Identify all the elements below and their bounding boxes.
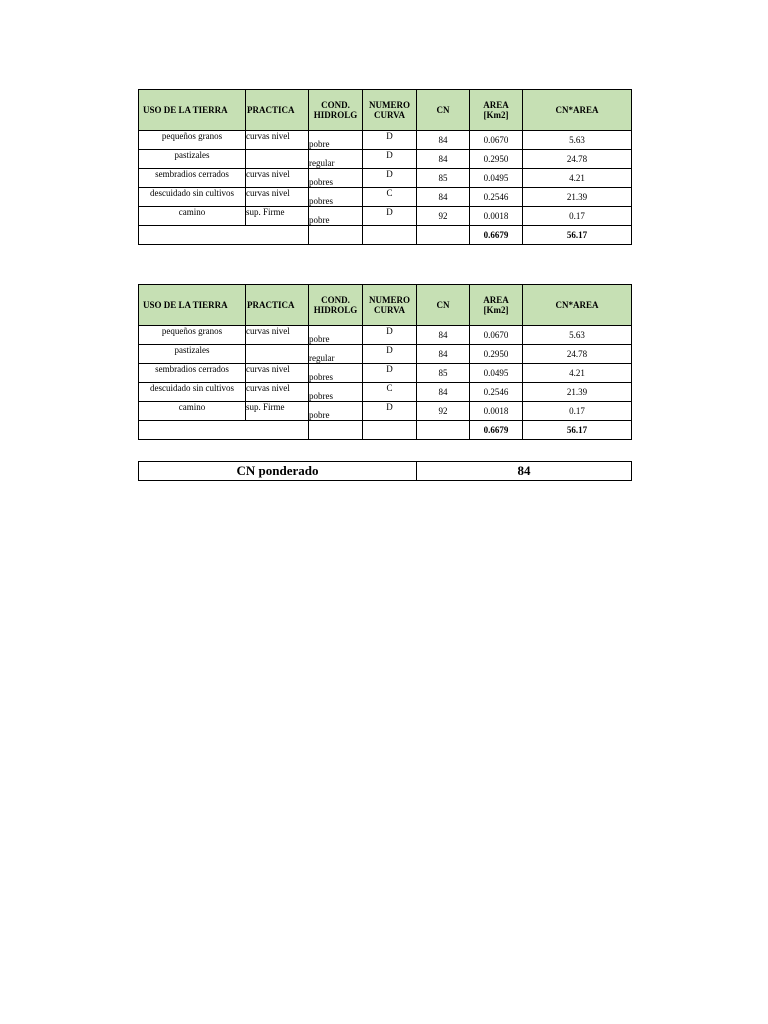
cell-cond: pobres xyxy=(309,169,363,188)
header-area: AREA [Km2] xyxy=(470,285,523,326)
cell-practica xyxy=(246,150,309,169)
cell-cn-area: 24.78 xyxy=(523,345,632,364)
cell-practica: curvas nivel xyxy=(246,383,309,402)
cell-uso: sembradios cerrados xyxy=(139,364,246,383)
header-cn: CN xyxy=(417,90,470,131)
cell-numero: D xyxy=(363,131,417,150)
cell-cn: 85 xyxy=(417,364,470,383)
header-numero: NUMERO CURVA xyxy=(363,285,417,326)
cell-cn-area: 21.39 xyxy=(523,188,632,207)
table-row xyxy=(139,131,632,150)
header-numero: NUMERO CURVA xyxy=(363,90,417,131)
summary-row xyxy=(139,462,632,481)
cell-practica: curvas nivel xyxy=(246,131,309,150)
total-cn-area: 56.17 xyxy=(523,421,632,440)
table-row xyxy=(139,402,632,421)
table-row xyxy=(139,364,632,383)
cell-practica xyxy=(246,345,309,364)
header-row xyxy=(139,285,632,326)
cell-practica: curvas nivel xyxy=(246,364,309,383)
cell-cn: 85 xyxy=(417,169,470,188)
cell-cn: 92 xyxy=(417,207,470,226)
cell-uso: descuidado sin cultivos xyxy=(139,188,246,207)
total-empty-cell xyxy=(309,421,363,440)
table-row xyxy=(139,207,632,226)
cell-practica: sup. Firme xyxy=(246,402,309,421)
cell-cn-area: 4.21 xyxy=(523,364,632,383)
cell-cn: 84 xyxy=(417,150,470,169)
header-cn: CN xyxy=(417,285,470,326)
cell-uso: descuidado sin cultivos xyxy=(139,383,246,402)
cn-table-2 xyxy=(138,284,632,440)
header-cond: COND. HIDROLG xyxy=(309,285,363,326)
cell-area: 0.0018 xyxy=(470,402,523,421)
cell-cond: pobres xyxy=(309,383,363,402)
total-area: 0.6679 xyxy=(470,226,523,245)
total-empty-cell xyxy=(363,421,417,440)
table-row xyxy=(139,326,632,345)
cell-numero: D xyxy=(363,326,417,345)
cell-cn-area: 5.63 xyxy=(523,326,632,345)
cell-cn-area: 0.17 xyxy=(523,207,632,226)
cell-numero: D xyxy=(363,169,417,188)
summary-label: CN ponderado xyxy=(139,462,417,481)
cn-ponderado-table xyxy=(138,461,632,481)
total-empty-cell xyxy=(417,226,470,245)
cell-cond: pobres xyxy=(309,364,363,383)
header-practica: PRACTICA xyxy=(246,285,309,326)
header-uso: USO DE LA TIERRA xyxy=(139,90,246,131)
header-cond: COND. HIDROLG xyxy=(309,90,363,131)
cell-numero: D xyxy=(363,207,417,226)
header-cn-area: CN*AREA xyxy=(523,90,632,131)
header-practica: PRACTICA xyxy=(246,90,309,131)
cell-cn-area: 4.21 xyxy=(523,169,632,188)
cell-area: 0.2950 xyxy=(470,150,523,169)
cell-area: 0.0495 xyxy=(470,169,523,188)
cell-cond: regular xyxy=(309,345,363,364)
cell-area: 0.0495 xyxy=(470,364,523,383)
cell-cn: 84 xyxy=(417,345,470,364)
cell-cn: 84 xyxy=(417,383,470,402)
cell-cond: regular xyxy=(309,150,363,169)
cell-cn-area: 21.39 xyxy=(523,383,632,402)
cell-area: 0.0670 xyxy=(470,326,523,345)
cell-cn-area: 24.78 xyxy=(523,150,632,169)
table-row xyxy=(139,169,632,188)
cell-practica: curvas nivel xyxy=(246,188,309,207)
summary-value: 84 xyxy=(417,462,632,481)
total-row xyxy=(139,226,632,245)
cell-cond: pobre xyxy=(309,207,363,226)
cell-uso: sembradios cerrados xyxy=(139,169,246,188)
cell-numero: D xyxy=(363,364,417,383)
total-empty-cell xyxy=(363,226,417,245)
total-empty-cell xyxy=(139,421,309,440)
table-row xyxy=(139,188,632,207)
cell-cond: pobre xyxy=(309,131,363,150)
cell-uso: camino xyxy=(139,207,246,226)
cell-uso: pastizales xyxy=(139,345,246,364)
cell-cn: 84 xyxy=(417,188,470,207)
total-empty-cell xyxy=(139,226,309,245)
table-row xyxy=(139,150,632,169)
cell-numero: D xyxy=(363,402,417,421)
cn-table-1 xyxy=(138,89,632,245)
cell-uso: pastizales xyxy=(139,150,246,169)
cell-numero: D xyxy=(363,345,417,364)
cell-numero: C xyxy=(363,188,417,207)
cell-cn: 92 xyxy=(417,402,470,421)
table-row xyxy=(139,345,632,364)
cell-area: 0.0670 xyxy=(470,131,523,150)
header-row xyxy=(139,90,632,131)
total-area: 0.6679 xyxy=(470,421,523,440)
cell-area: 0.2546 xyxy=(470,188,523,207)
cell-cn: 84 xyxy=(417,326,470,345)
cell-uso: pequeños granos xyxy=(139,326,246,345)
cell-cond: pobre xyxy=(309,402,363,421)
cell-numero: D xyxy=(363,150,417,169)
cell-numero: C xyxy=(363,383,417,402)
cell-cn-area: 5.63 xyxy=(523,131,632,150)
cell-practica: curvas nivel xyxy=(246,169,309,188)
cell-area: 0.2950 xyxy=(470,345,523,364)
cell-uso: pequeños granos xyxy=(139,131,246,150)
cell-uso: camino xyxy=(139,402,246,421)
header-cn-area: CN*AREA xyxy=(523,285,632,326)
header-uso: USO DE LA TIERRA xyxy=(139,285,246,326)
total-empty-cell xyxy=(309,226,363,245)
cell-practica: sup. Firme xyxy=(246,207,309,226)
table-row xyxy=(139,383,632,402)
cell-cn-area: 0.17 xyxy=(523,402,632,421)
total-cn-area: 56.17 xyxy=(523,226,632,245)
cell-area: 0.0018 xyxy=(470,207,523,226)
cell-practica: curvas nivel xyxy=(246,326,309,345)
header-area: AREA [Km2] xyxy=(470,90,523,131)
cell-cond: pobres xyxy=(309,188,363,207)
cell-cond: pobre xyxy=(309,326,363,345)
cell-area: 0.2546 xyxy=(470,383,523,402)
cell-cn: 84 xyxy=(417,131,470,150)
total-empty-cell xyxy=(417,421,470,440)
total-row xyxy=(139,421,632,440)
